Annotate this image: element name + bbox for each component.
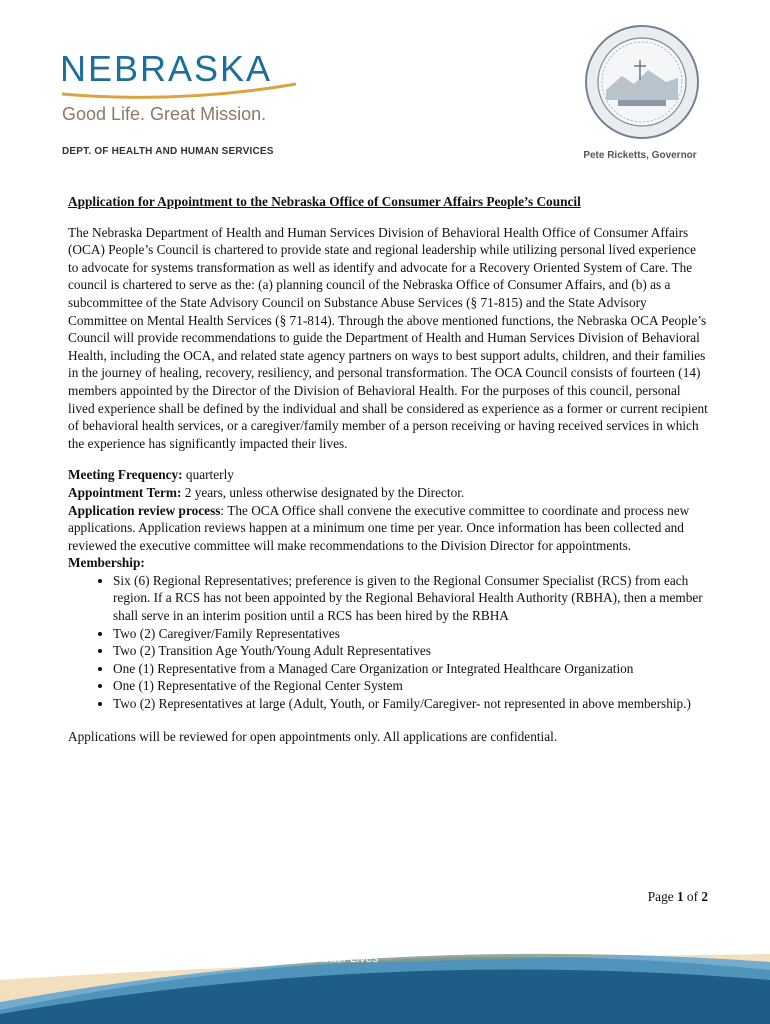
- intro-paragraph: The Nebraska Department of Health and Human Services Division of Behavioral Health Office of Consumer Affairs (OCA) People’s Council is chartered to provide state and regional leadership while utilizing personal lived experience to advocate for systems transformation as well as identify and advocate for a Recovery Oriented System of Care. The council is chartered to serve as the: (a) planning council of the Nebraska Office of Consumer Affairs, and (b) as a subcommittee of the State Advisory Council on Substance Abuse Services (§ 71-815) and the State Advisory Committee on Mental Health Services (§ 71-814). Through the above mentioned functions, the Nebraska OCA People’s Council will provide recommendations to guide the Department of Health and Human Services Division of Behavioral Health, including the OCA, and related state agency partners on ways to best support adults, children, and their families in the journey of healing, recovery, resiliency, and personal transformation. The OCA Council consists of fourteen (14) members appointed by the Director of the Division of Behavioral Health. For the purposes of this council, personal lived experience shall be defined by the individual and shall be considered as experience as a former or current recipient of behavioral health services, or a caregiver/family member of a person receiving or having received services in which the experience has significantly impacted their lives.: [68, 224, 708, 451]
- logo-wordmark: NEBRASKA: [60, 48, 273, 89]
- governor-name: Pete Ricketts, Governor: [583, 150, 697, 161]
- page-current: 1: [676, 889, 684, 904]
- page-number: [648, 889, 708, 905]
- closing-statement: Applications will be reviewed for open appointments only. All applications are confidential.: [68, 728, 558, 744]
- meeting-frequency-value: quarterly: [182, 467, 234, 483]
- list-item: • Two (2) Transition Age Youth/Young Adult Representatives: [113, 642, 708, 660]
- membership-list: [68, 572, 708, 713]
- appointment-term-label: Appointment Term:: [68, 484, 182, 500]
- list-item: • One (1) Representative from a Managed Care Organization or Integrated Healthcare Organization: [113, 660, 708, 678]
- meeting-frequency: [68, 466, 708, 484]
- list-item: • One (1) Representative of the Regional Center System: [113, 677, 708, 695]
- footer-wave-banner: [0, 940, 770, 1024]
- review-process-value: : The OCA Office shall convene the executive committee to coordinate and process new applications. Application reviews happen at a minimum one time per year. Once information has been collected and reviewed the executive committee will make recommendations to the Division Director for appointments.: [68, 502, 690, 553]
- appointment-term-value: 2 years, unless otherwise designated by the Director.: [181, 484, 465, 500]
- page-total: 2: [701, 889, 708, 904]
- list-item: • Two (2) Representatives at large (Adult, Youth, or Family/Caregiver- not represented in above membership.): [113, 695, 708, 713]
- membership-heading: [68, 554, 708, 572]
- page-of: of: [683, 889, 702, 904]
- meeting-frequency-label: Meeting Frequency:: [68, 467, 183, 483]
- logo-dept: DEPT. OF HEALTH AND HUMAN SERVICES: [62, 146, 274, 157]
- dhhs-logo: [60, 48, 320, 168]
- footer-slogan: Helping People Live Better Lives: [205, 951, 379, 965]
- review-process: [68, 502, 708, 555]
- document-body: [68, 193, 708, 745]
- state-seal-icon: [582, 20, 702, 150]
- logo-tagline: Good Life. Great Mission.: [62, 104, 267, 124]
- council-details: [68, 466, 708, 572]
- list-item: • Six (6) Regional Representatives; preference is given to the Regional Consumer Specialist (RCS) from each region. If a RCS has not been appointed by the Regional Behavioral Health Authority (RBHA), then a member shall serve in an interim position until a RCS has been hired by the RBHA: [113, 572, 708, 625]
- logo-swoosh-icon: [60, 82, 300, 102]
- page-prefix: Page: [647, 889, 677, 904]
- membership-label: Membership:: [68, 555, 145, 571]
- appointment-term: [68, 484, 708, 502]
- document-title: Application for Appointment to the Nebraska Office of Consumer Affairs People’s Council: [68, 194, 581, 209]
- list-item: • Two (2) Caregiver/Family Representatives: [113, 625, 708, 643]
- review-process-label: Application review process: [68, 502, 221, 518]
